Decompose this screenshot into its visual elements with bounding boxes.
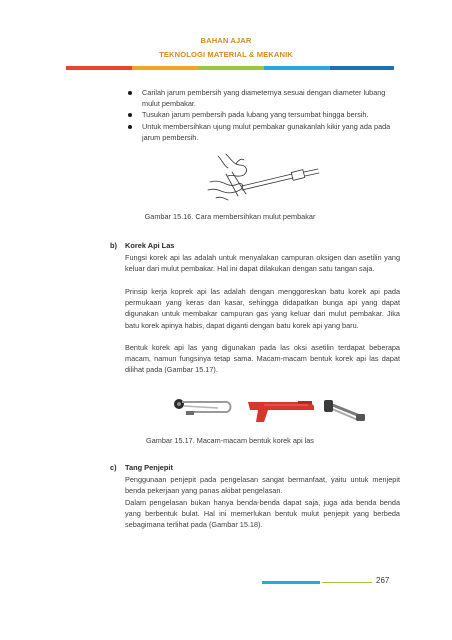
bullet-icon [128, 91, 132, 95]
section-c-paragraph-2: Dalam pengelasan bukan hanya benda-benda dapat saja, juga ada benda benda yang berbentuk bulat. Hal ini memerlukan bentuk mulut penjepit yang berbeda sebagimana terlihat pada (Gambar 15.18). [125, 498, 400, 530]
striker-loop-icon [174, 399, 231, 415]
list-item-text: Untuk membersihkan ujung mulut pembakar gunakanlah kikir yang ada pada jarum pembersih. [142, 121, 391, 142]
header-line-1: BAHAN AJAR [200, 36, 252, 45]
striker-pistol-icon [248, 401, 314, 422]
section-c-letter: c) [110, 463, 117, 472]
list-item [128, 121, 398, 143]
section-b-title: Korek Api Las [125, 241, 175, 250]
list-item [128, 87, 398, 109]
section-c-paragraph-1: Penggunaan penjepit pada pengelasan sangat bermanfaat, yaitu untuk menjepit benda pekerjaan yang panas akibat pengelasan. [125, 475, 400, 496]
list-item [128, 109, 398, 120]
bullet-icon [128, 125, 132, 129]
section-b-letter: b) [110, 241, 117, 250]
figure-15-16-caption: Gambar 15.16. Cara membersihkan mulut pembakar [144, 212, 316, 221]
section-b-paragraph-3: Bentuk korek api las yang digunakan pada las oksi asetilin terdapat beberapa macam, namun fungsinya tetap sama. Macam-macam bentuk korek api las dapat dilihat pada (Gambar 15.17). [125, 343, 400, 375]
bullet-icon [128, 113, 132, 117]
list-item-text: Carilah jarum pembersih yang diameternya sesuai dengan diameter lubang mulut pembakar. [142, 88, 386, 109]
page-number: 267 [376, 576, 390, 585]
stripe-segment-green [198, 66, 264, 70]
stripe-segment-orange [132, 66, 198, 70]
figure-strikers-image [168, 392, 368, 426]
header-line-2: TEKNOLOGI MATERIAL & MEKANIK [159, 50, 293, 59]
section-c-title: Tang Penjepit [125, 463, 173, 472]
cleaning-steps-list [128, 87, 398, 143]
figure-15-17-caption: Gambar 15.17. Macam-macam bentuk korek api las [146, 436, 314, 445]
header-color-stripe [66, 66, 394, 70]
striker-cup-icon [324, 400, 365, 421]
stripe-segment-red [66, 66, 132, 70]
footer-accent-bar [262, 581, 320, 584]
section-b-paragraph-2: Prinsip kerja koprek api las adalah dengan menggoreskan batu korek api pada permukaan yang keras dan kasar, sehingga didapatkan bunga api yang dapat digunakan untuk membakar campuran gas yang keluar dari mulut pembakar. Jika batu korek apinya habis, dapat diganti dengan batu korek api yang baru. [125, 287, 400, 330]
stripe-segment-blue [330, 66, 394, 70]
section-b-paragraph-1: Fungsi korek api las adalah untuk menyalakan campuran oksigen dan asetilin yang keluar dari mulut pembakar. Hal ini dapat dilakukan dengan satu tangan saja. [125, 253, 400, 274]
stripe-segment-lightblue [264, 66, 330, 70]
figure-cleaning-nozzle-image [196, 152, 322, 210]
list-item-text: Tusukan jarum pembersih pada lubang yang tersumbat hingga bersih. [142, 110, 369, 120]
footer-rule [322, 582, 372, 583]
